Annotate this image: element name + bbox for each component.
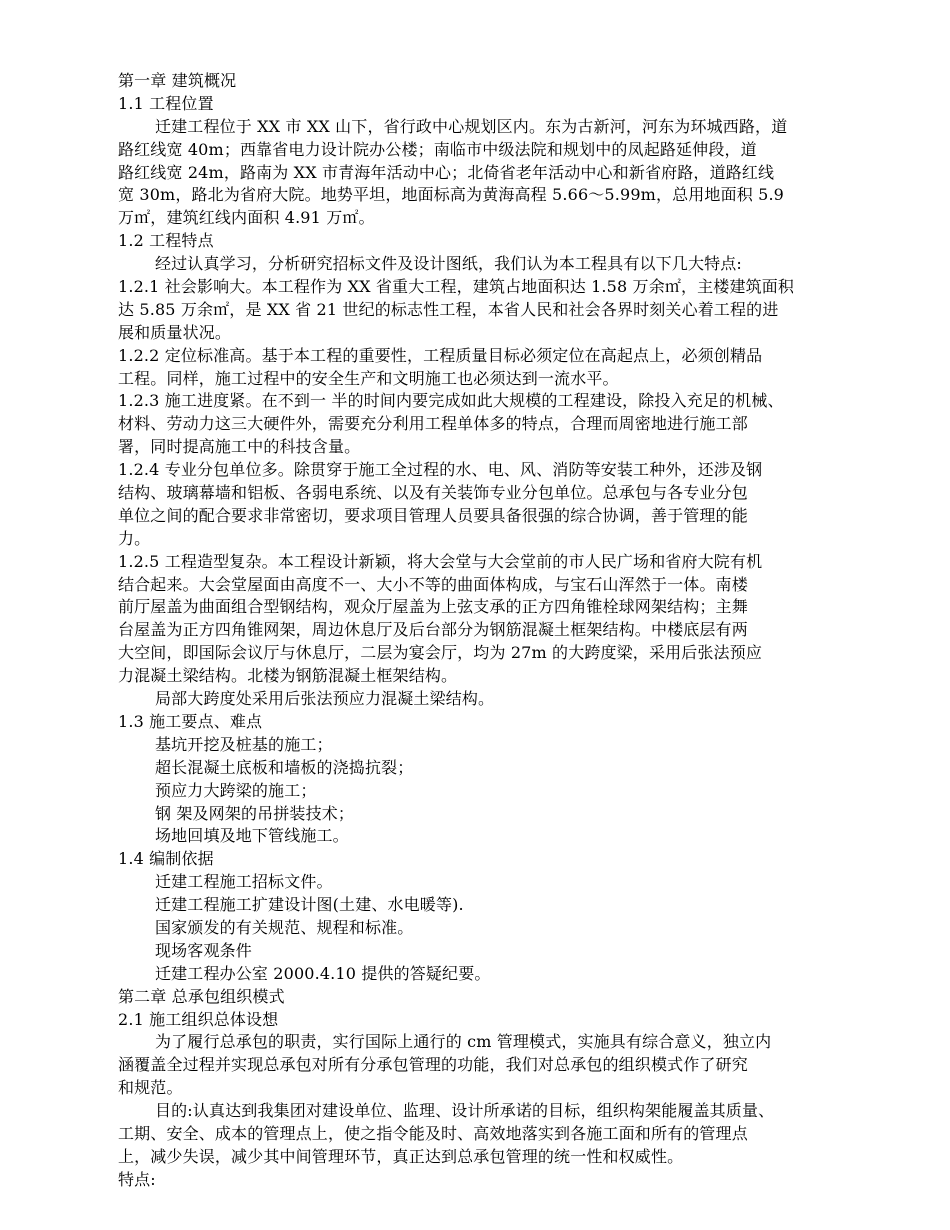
text-line: 达 5.85 万余㎡，是 XX 省 21 世纪的标志性工程，本省人民和社会各界时刻关心着工程的进 bbox=[118, 299, 779, 319]
text-line: 和规范。 bbox=[118, 1078, 183, 1098]
text-line: 1.2.2 定位标准高。基于本工程的重要性，工程质量目标必须定位在高起点上，必须创精品 bbox=[118, 345, 763, 365]
text-line: 上，减少失误，减少其中间管理环节，真正达到总承包管理的统一性和权威性。 bbox=[118, 1146, 684, 1166]
text-line: 超长混凝土底板和墙板的浇捣抗裂； bbox=[155, 757, 414, 777]
text-line: 路红线宽 40m；西靠省电力设计院办公楼；南临市中级法院和规划中的凤起路延伸段，道 bbox=[118, 139, 757, 159]
text-line: 工期、安全、成本的管理点上，使之指令能及时、高效地落实到各施工面和所有的管理点 bbox=[118, 1123, 748, 1143]
text-line: 迁建工程施工招标文件。 bbox=[155, 872, 333, 892]
text-line: 结合起来。大会堂屋面由高度不一、大小不等的曲面体构成，与宝石山浑然于一体。南楼 bbox=[118, 574, 748, 594]
text-line: 局部大跨度处采用后张法预应力混凝土梁结构。 bbox=[155, 689, 495, 709]
text-line: 材料、劳动力这三大硬件外，需要充分利用工程单体多的特点，合理而周密地进行施工部 bbox=[118, 414, 748, 434]
text-line: 力混凝土梁结构。北楼为钢筋混凝土框架结构。 bbox=[118, 666, 458, 686]
text-line: 第二章 总承包组织模式 bbox=[118, 986, 285, 1006]
text-line: 1.2.5 工程造型复杂。本工程设计新颖，将大会堂与大会堂前的市人民广场和省府大院有机 bbox=[118, 551, 763, 571]
text-line: 经过认真学习，分析研究招标文件及设计图纸，我们认为本工程具有以下几大特点: bbox=[155, 254, 742, 274]
text-line: 基坑开挖及桩基的施工； bbox=[155, 734, 333, 754]
text-line: 大空间，即国际会议厅与休息厅，二层为宴会厅，均为 27m 的大跨度梁，采用后张法预应 bbox=[118, 643, 763, 663]
text-line: 前厅屋盖为曲面组合型钢结构，观众厅屋盖为上弦支承的正方四角锥栓球网架结构；主舞 bbox=[118, 597, 748, 617]
text-line: 现场客观条件 bbox=[155, 940, 252, 960]
text-line: 钢 架及网架的吊拼装技术； bbox=[155, 803, 355, 823]
text-line: 国家颁发的有关规范、规程和标准。 bbox=[155, 917, 414, 937]
text-line: 路红线宽 24m，路南为 XX 市青海年活动中心；北倚省老年活动中心和新省府路，道路红线 bbox=[118, 162, 775, 182]
text-line: 特点: bbox=[118, 1169, 156, 1189]
text-line: 单位之间的配合要求非常密切，要求项目管理人员要具备很强的综合协调，善于管理的能 bbox=[118, 505, 748, 525]
text-line: 预应力大跨梁的施工； bbox=[155, 780, 317, 800]
text-line: 2.1 施工组织总体设想 bbox=[118, 1009, 279, 1029]
text-line: 1.4 编制依据 bbox=[118, 849, 214, 869]
text-line: 力。 bbox=[118, 528, 151, 548]
text-line: 展和质量状况。 bbox=[118, 322, 232, 342]
text-line: 1.2.3 施工进度紧。在不到一 半的时间内要完成如此大规模的工程建设，除投入充足的机械、 bbox=[118, 391, 784, 411]
text-line: 结构、玻璃幕墙和铝板、各弱电系统、以及有关装饰专业分包单位。总承包与各专业分包 bbox=[118, 483, 748, 503]
text-line: 迁建工程施工扩建设计图(土建、水电暖等). bbox=[155, 895, 464, 915]
text-line: 第一章 建筑概况 bbox=[118, 71, 237, 90]
document-page bbox=[118, 70, 878, 1192]
text-line: 万㎡，建筑红线内面积 4.91 万㎡。 bbox=[118, 208, 375, 228]
text-line: 目的:认真达到我集团对建设单位、监理、设计所承诺的目标，组织构架能履盖其质量、 bbox=[155, 1101, 775, 1121]
text-line: 涵覆盖全过程并实现总承包对所有分承包管理的功能，我们对总承包的组织模式作了研究 bbox=[118, 1055, 748, 1075]
text-line: 1.2.4 专业分包单位多。除贯穿于施工全过程的水、电、风、消防等安装工种外，还涉及钢 bbox=[118, 460, 763, 480]
text-line: 宽 30m，路北为省府大院。地势平坦，地面标高为黄海高程 5.66～5.99m，总用地面积 5.9 bbox=[118, 185, 785, 205]
text-line: 迁建工程办公室 2000.4.10 提供的答疑纪要。 bbox=[155, 963, 491, 983]
text-line: 署，同时提高施工中的科技含量。 bbox=[118, 437, 361, 457]
text-line: 为了履行总承包的职责，实行国际上通行的 cm 管理模式，实施具有综合意义，独立内 bbox=[155, 1032, 772, 1052]
text-line: 1.1 工程位置 bbox=[118, 93, 214, 113]
text-line: 场地回填及地下管线施工。 bbox=[155, 826, 349, 846]
text-line: 迁建工程位于 XX 市 XX 山下，省行政中心规划区内。东为古新河，河东为环城西路，道 bbox=[155, 116, 788, 136]
text-line: 工程。同样，施工过程中的安全生产和文明施工也必须达到一流水平。 bbox=[118, 368, 619, 388]
text-line: 1.3 施工要点、难点 bbox=[118, 711, 263, 731]
text-line: 1.2.1 社会影响大。本工程作为 XX 省重大工程，建筑占地面积达 1.58 万余㎡，主楼建筑面积 bbox=[118, 277, 795, 297]
text-line: 1.2 工程特点 bbox=[118, 231, 214, 251]
text-line: 台屋盖为正方四角锥网架，周边休息厅及后台部分为钢筋混凝土框架结构。中楼底层有两 bbox=[118, 620, 748, 640]
